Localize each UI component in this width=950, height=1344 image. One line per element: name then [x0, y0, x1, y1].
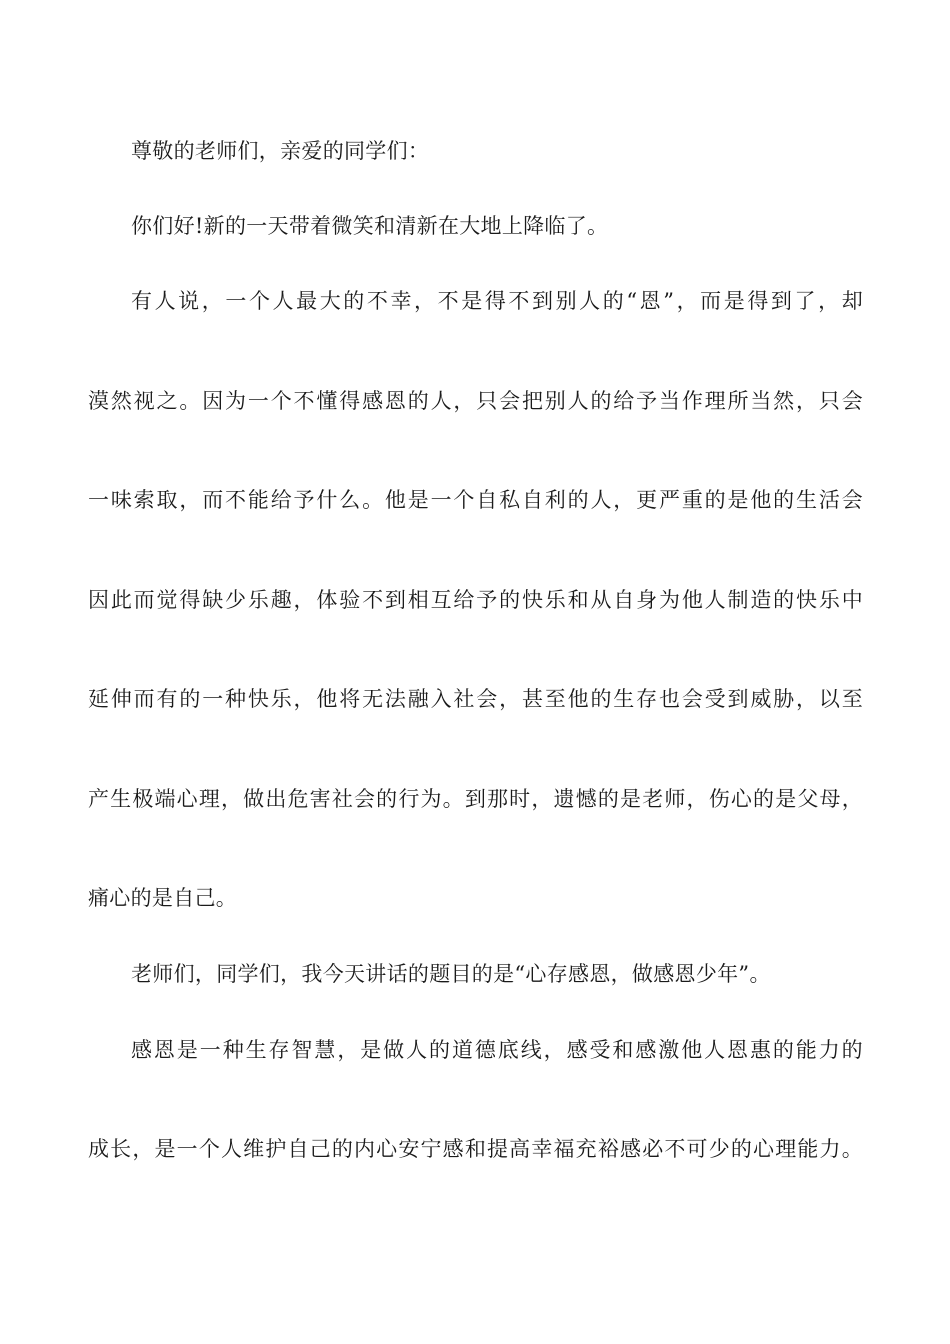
paragraph-line: 有人说，一个人最大的不幸，不是得不到别人的“恩”，而是得到了，却: [131, 289, 863, 313]
paragraph-line: 一味索取，而不能给予什么。他是一个自私自利的人，更严重的是他的生活会: [88, 488, 863, 512]
paragraph-line: 感恩是一种生存智慧，是做人的道德底线，感受和感激他人恩惠的能力的: [131, 1038, 863, 1062]
paragraph-line: 延伸而有的一种快乐，他将无法融入社会，甚至他的生存也会受到威胁，以至: [88, 687, 863, 711]
paragraph-line: 成长，是一个人维护自己的内心安宁感和提高幸福充裕感必不可少的心理能力。: [88, 1137, 863, 1161]
opening-line: 你们好!新的一天带着微笑和清新在大地上降临了。: [131, 214, 609, 238]
greeting-line: 尊敬的老师们，亲爱的同学们：: [131, 139, 430, 163]
paragraph-line: 产生极端心理，做出危害社会的行为。到那时，遗憾的是老师，伤心的是父母，: [88, 787, 863, 811]
topic-line: 老师们，同学们，我今天讲话的题目的是“心存感恩，做感恩少年”。: [131, 962, 771, 986]
paragraph-line: 因此而觉得缺少乐趣，体验不到相互给予的快乐和从自身为他人制造的快乐中: [88, 588, 863, 612]
paragraph-line: 痛心的是自己。: [88, 886, 238, 910]
paragraph-line: 漠然视之。因为一个不懂得感恩的人，只会把别人的给予当作理所当然，只会: [88, 389, 863, 413]
